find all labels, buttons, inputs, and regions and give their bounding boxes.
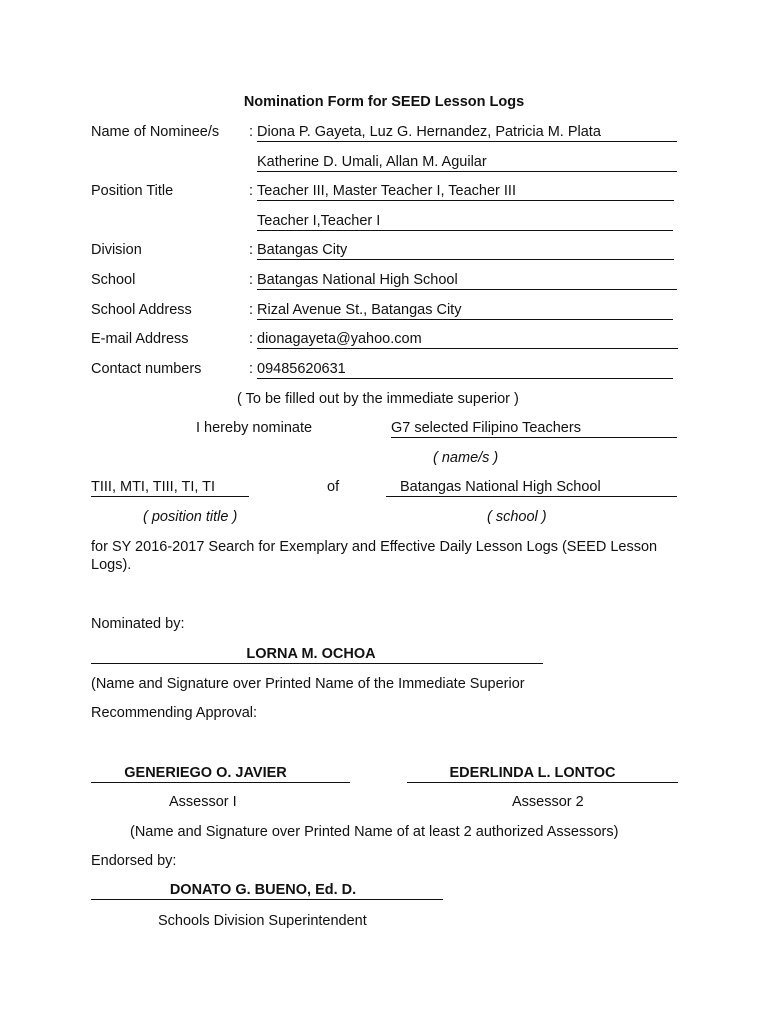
school-value: Batangas National High School [257,271,677,290]
division-label: Division [91,242,142,258]
colon: : [249,242,254,258]
assessor-2-name [407,764,678,783]
superior-name [91,645,543,664]
school-name-text: Batangas National High School [400,479,601,495]
position-value: TIII, MTI, TIII, TI, TI [91,478,249,497]
superior-note: ( To be filled out by the immediate superior ) [237,391,519,407]
nominee-line-1: Diona P. Gayeta, Luz G. Hernandez, Patricia M. Plata [257,123,677,142]
position-line-1: Teacher III, Master Teacher I, Teacher III [257,182,674,201]
hereby-nominate: I hereby nominate [196,420,313,436]
school-caption: ( school ) [487,509,547,525]
purpose-line-1: for SY 2016-2017 Search for Exemplary and Effective Daily Lesson Logs (SEED Lesson [91,539,658,555]
position-caption: ( position title ) [143,509,238,525]
school-name-value [386,478,677,497]
nominated-by-label: Nominated by: [91,616,185,632]
email-value: dionagayeta@yahoo.com [257,330,678,349]
nominee-names-value: G7 selected Filipino Teachers [391,419,677,438]
assessor-2-name-text: EDERLINDA L. LONTOC [449,765,616,781]
endorsed-by-label: Endorsed by: [91,853,177,869]
purpose-line-2: Logs). [91,557,132,573]
school-label: School [91,272,136,288]
assessor-2-role: Assessor 2 [512,794,584,810]
recommending-label: Recommending Approval: [91,705,258,721]
division-value: Batangas City [257,241,674,260]
names-caption: ( name/s ) [433,450,499,466]
of-text: of [327,479,340,495]
superintendent-name [91,881,443,900]
assessor-1-role: Assessor I [169,794,237,810]
superintendent-name-text: DONATO G. BUENO, Ed. D. [169,882,357,898]
colon: : [249,331,254,347]
school-address-value: Rizal Avenue St., Batangas City [257,301,673,320]
assessor-1-name-text: GENERIEGO O. JAVIER [124,765,287,781]
superior-name-text: LORNA M. OCHOA [246,646,376,662]
position-line-2: Teacher I,Teacher I [257,212,673,231]
nominee-label: Name of Nominee/s [91,124,220,140]
colon: : [249,302,254,318]
nominee-line-2: Katherine D. Umali, Allan M. Aguilar [257,153,677,172]
colon: : [249,183,254,199]
superior-caption: (Name and Signature over Printed Name of the Immediate Superior [91,676,525,692]
contact-label: Contact numbers [91,361,202,377]
colon: : [249,361,254,377]
colon: : [249,124,254,140]
colon: : [249,272,254,288]
assessor-1-name [91,764,350,783]
school-address-label: School Address [91,302,192,318]
superintendent-role: Schools Division Superintendent [158,913,367,929]
page-title: Nomination Form for SEED Lesson Logs [243,94,525,110]
contact-value: 09485620631 [257,360,673,379]
assessors-caption: (Name and Signature over Printed Name of at least 2 authorized Assessors) [130,824,619,840]
email-label: E-mail Address [91,331,189,347]
position-label: Position Title [91,183,174,199]
